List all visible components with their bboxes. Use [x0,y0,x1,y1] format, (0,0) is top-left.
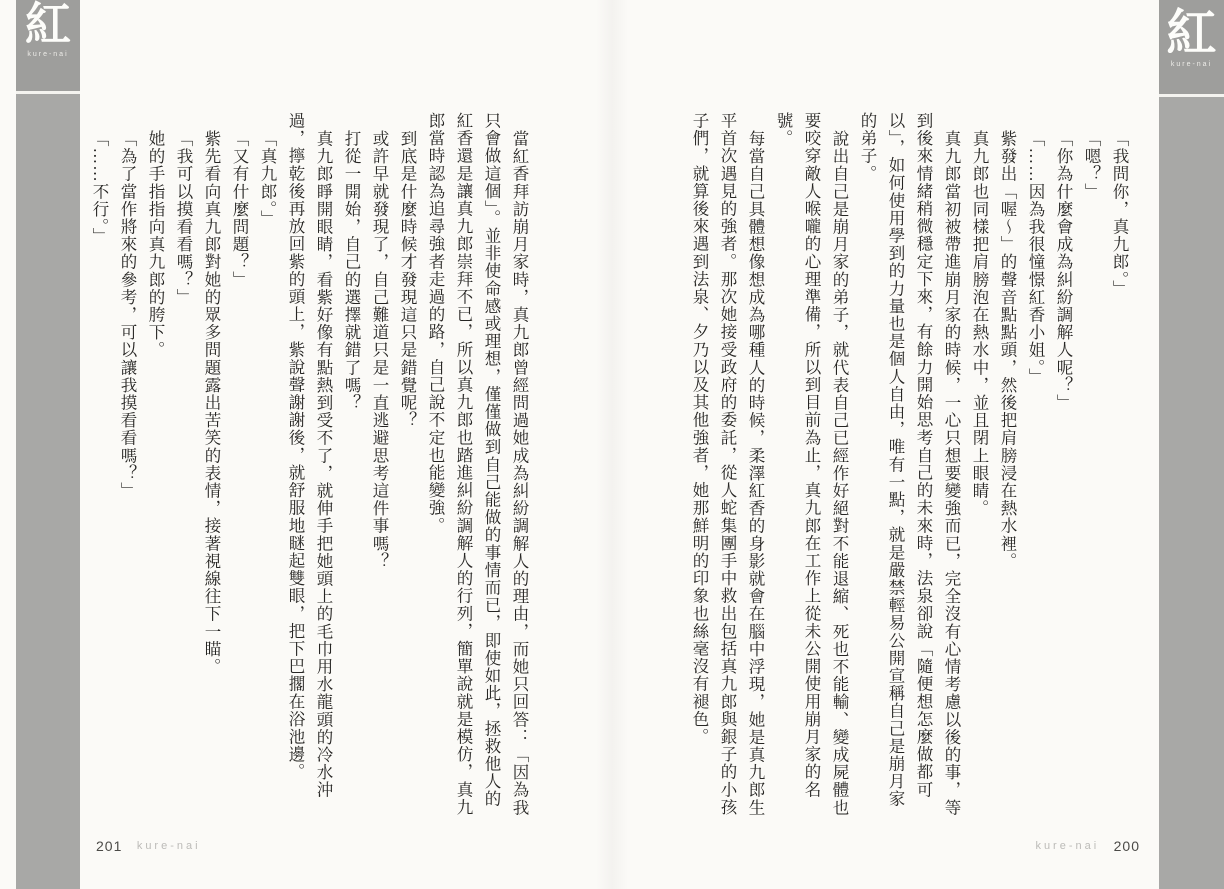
kurenai-romaji-logo: kure-nai [27,51,69,58]
paragraph: 「……因為我很憧憬紅香小姐。」 [1026,129,1045,386]
paragraph: 「……不行。」 [90,129,109,245]
paragraph: 真九郎睜開眼睛，看紫好像有點熱到受不了，就伸手把她頭上的毛巾用水龍頭的冷水沖過，擰乾後再放回紫的頭上，紫說聲謝謝後，就舒服地瞇起雙眼，把下巴擱在浴池邊。 [286,112,333,799]
side-band-left [16,0,80,889]
paragraph: 「真九郎。」 [258,129,277,227]
paragraph: 真九郎當初被帶進崩月家的時候，一心只想要變強而已，完全沒有心情考慮以後的事，等到後來情緒稍微穩定下來，有餘力開始思考自己的未來時，法泉卻說「隨便想怎麼做都可以」，如何使用學到的力量也是個人自由，唯有一點，就是嚴禁輕易公開宣稱自己是崩月家的弟子。 [858,112,961,816]
paragraph: 每當自己具體想像想成為哪種人的時候，柔澤紅香的身影就會在腦中浮現，她是真九郎生平首次遇見的強者。那次她接受政府的委託，從人蛇集團手中救出包括真九郎與銀子的小孩子們，就算後來遇到法泉、夕乃以及其他強者，她那鮮明的印象也絲毫沒有褪色。 [690,112,765,816]
page-number-200: 200 [1113,837,1140,854]
page-gutter [596,0,628,889]
page-200-footer [1035,837,1140,855]
paragraph: 打從一開始，自己的選擇就錯了嗎？ [342,129,361,412]
paragraph: 說出自己是崩月家的弟子，就代表自己已經作好絕對不能退縮、死也不能輸、變成屍體也要咬穿敵人喉嚨的心理準備，所以到目前為止，真九郎在工作上從未公開使用崩月家的名號。 [774,112,849,816]
page-201-footer [96,837,201,855]
paragraph: 或許早就發現了，自己難道只是一直逃避思考這件事嗎？ [370,129,389,570]
paragraph: 「你為什麼會成為糾紛調解人呢？」 [1054,129,1073,412]
paragraph: 到底是什麼時候才發現這只是錯覺呢？ [398,129,417,429]
paragraph: 「我問你，真九郎。」 [1110,129,1129,298]
footer-brand-left: kure-nai [136,839,201,852]
kurenai-romaji-logo: kure-nai [1170,61,1213,68]
kurenai-kanji-logo: 紅 [25,0,71,50]
paragraph: 「為了當作將來的參考，可以讓我摸看看嗎？」 [118,129,137,500]
paragraph: 紫發出「喔～」的聲音點點頭，然後把肩膀浸在熱水裡。 [998,129,1017,570]
paragraph: 「我可以摸看看嗎？」 [174,129,193,306]
side-band-right [1159,0,1224,889]
logo-right [1159,0,1224,97]
page-number-201: 201 [96,837,123,854]
page-200-text [685,112,1133,818]
footer-brand-right: kure-nai [1035,839,1100,852]
paragraph: 紫先看向真九郎對她的眾多問題露出苦笑的表情，接著視線往下一瞄。 [202,129,221,676]
paragraph: 當紅香拜訪崩月家時，真九郎曾經問過她成為糾紛調解人的理由，而她只回答：「因為我只會做這個」。並非使命感或理想，僅僅做到自己能做的事情而已，即使如此，拯救他人的紅香還是讓真九郎崇拜不已，所以真九郎也踏進糾紛調解人的行列，簡單說就是模仿，真九郎當時認為追尋強者走過的路，自己說不定也能變強。 [426,112,529,816]
logo-left [16,0,80,94]
kurenai-kanji-logo: 紅 [1166,5,1217,61]
paragraph: 「又有什麼問題？」 [230,129,249,288]
page-201-text [85,112,533,818]
paragraph: 她的手指指向真九郎的胯下。 [146,129,165,359]
paragraph: 「嗯？」 [1082,129,1101,200]
paragraph: 真九郎也同樣把肩膀泡在熱水中，並且閉上眼睛。 [970,129,989,517]
